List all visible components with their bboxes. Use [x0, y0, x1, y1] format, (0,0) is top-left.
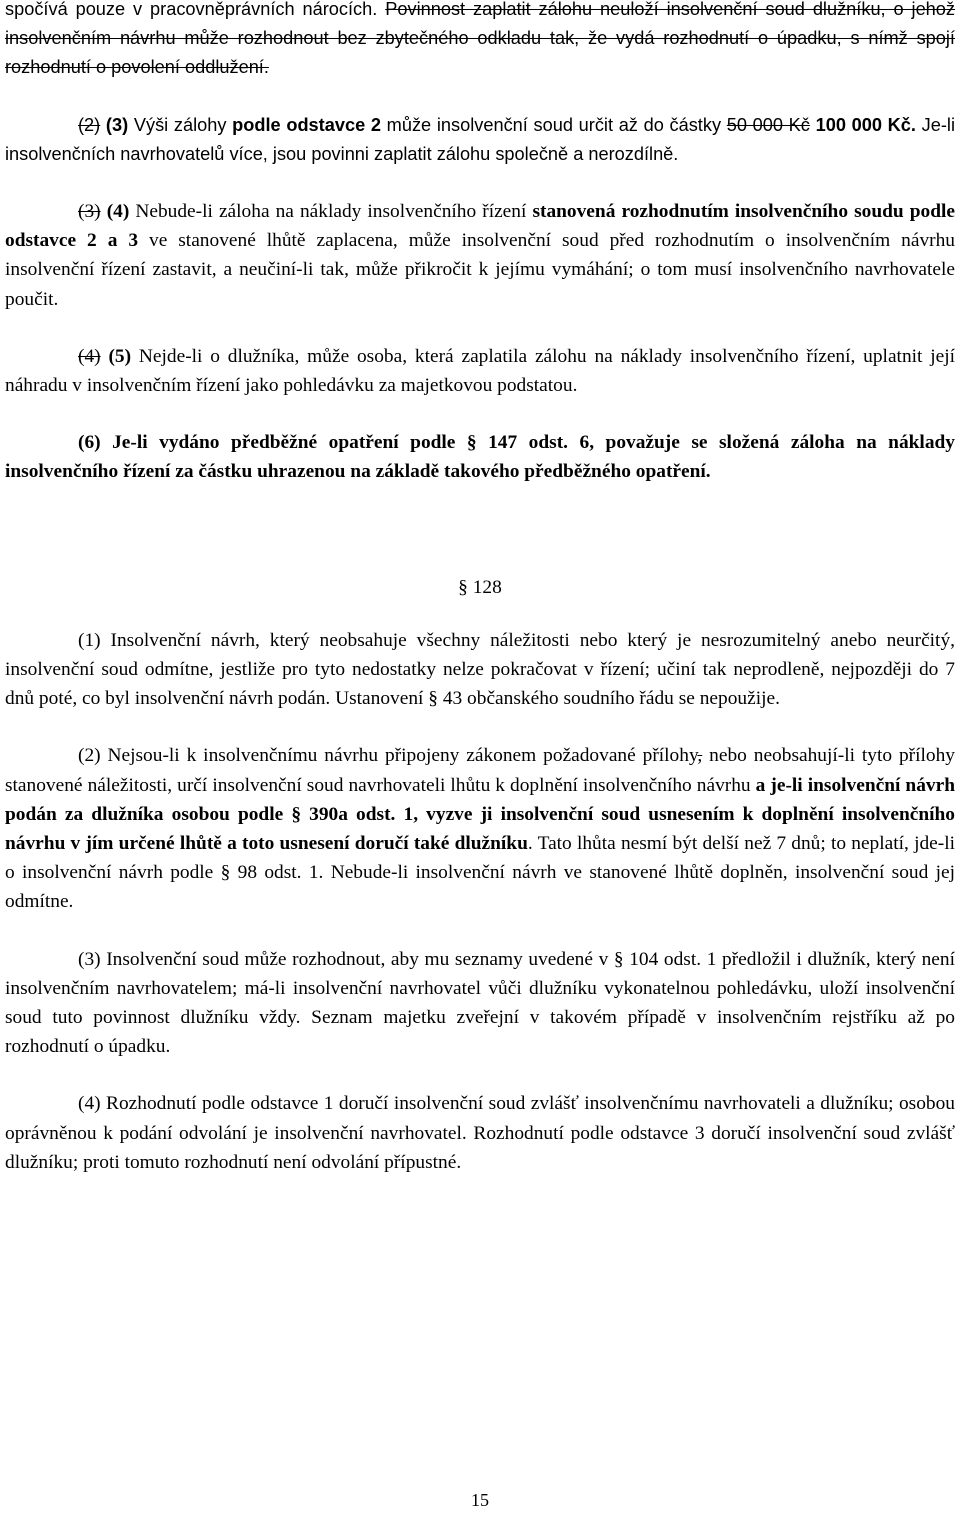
inserted-paragraph: (6) Je-li vydáno předběžné opatření podle § 147 odst. 6, považuje se složená záloha na náklady insolvenčního řízení za částku uhrazenou na základě takového předběžného opatření. — [5, 432, 955, 483]
paragraph-intro — [5, 0, 955, 83]
paragraph-4 — [5, 197, 955, 314]
inserted-text: podle odstavce 2 — [232, 114, 381, 135]
paragraph-number: (5) — [108, 345, 132, 367]
paragraph-text: . Tato lhůta nesmí být delší než 7 dnů; to neplatí, jde-li o insolvenční návrh podle § 98 odst. 1. Nebude-li insolvenční návrh ve stanovené lhůtě doplněn, insolvenční soud jej odmítne. — [5, 833, 955, 913]
section-heading — [5, 573, 955, 602]
paragraph-number: (3) — [105, 114, 129, 135]
section-number: § 128 — [458, 576, 502, 598]
paragraph-text: (2) Nejsou-li k insolvenčnímu návrhu připojeny zákonem požadované přílohy — [78, 745, 698, 767]
deleted-number: (3) — [78, 201, 101, 223]
paragraph-text: (3) Insolvenční soud může rozhodnout, aby mu seznamy uvedené v § 104 odst. 1 předložil i dlužník, který není insolvenčním navrhovatelem; má-li insolvenční navrhovatel vůči dlužníku vykonatelnou pohledávku, uloží insolvenční soud tuto povinnost dlužníku vždy. Seznam majetku zveřejní v takovém případě v insolvenčním rejstříku až po rozhodnutí o úpadku. — [5, 948, 955, 1058]
inserted-amount: 100 000 Kč. — [815, 114, 916, 135]
deleted-amount: 50 000 Kč — [726, 114, 810, 135]
inserted-text: stanovená rozhodnutím insolvenčního soudu podle odstavce 2 a 3 — [5, 201, 955, 252]
deleted-number: (4) — [78, 345, 101, 367]
paragraph-text: Nejde-li o dlužníka, může osoba, která zaplatila zálohu na náklady insolvenčního řízení, uplatnit její náhradu v insolvenčním řízení jako pohledávku za majetkovou podstatou. — [5, 345, 955, 397]
paragraph-text: (4) Rozhodnutí podle odstavce 1 doručí insolvenční soud zvlášť insolvenčnímu navrhovateli a dlužníku; osobou oprávněnou k podání odvolání je insolvenční navrhovatel. Rozhodnutí podle odstavce 3 doručí insolvenční soud zvlášť dlužníku; proti tomuto rozhodnutí není odvolání přípustné. — [5, 1093, 955, 1173]
section-paragraph-4 — [5, 1089, 955, 1177]
deleted-number: (2) — [78, 114, 101, 135]
paragraph-text: Je-li insolvenčních navrhovatelů více, jsou povinni zaplatit zálohu společně a nerozdílně. — [5, 114, 956, 164]
paragraph-6 — [5, 428, 955, 486]
paragraph-text: Výši zálohy — [128, 114, 233, 135]
intro-text: spočívá pouze v pracovněprávních nárocích. — [5, 0, 386, 19]
deleted-text: Povinnost zaplatit zálohu neuloží insolvenční soud dlužníku, o jehož insolvenčním návrhu může rozhodnout bez zbytečného odkladu tak, že vydá rozhodnutí o úpadku, s nímž spojí rozhodnutí o povolení oddlužení. — [5, 0, 956, 78]
section-paragraph-2 — [5, 741, 955, 916]
paragraph-number: (4) — [106, 201, 130, 223]
paragraph-text: může insolvenční soud určit až do částky — [381, 114, 727, 135]
paragraph-5 — [5, 342, 955, 400]
paragraph-text: ve stanovené lhůtě zaplacena, může insolvenční soud před rozhodnutím o insolvenčním návrhu insolvenční řízení zastavit, a neučiní-li tak, může přikročit k jejímu vymáhání; o tom musí insolvenčního navrhovatele poučit. — [5, 230, 955, 310]
deleted-comma: , — [697, 745, 703, 767]
paragraph-text: (1) Insolvenční návrh, který neobsahuje všechny náležitosti nebo který je nesrozumitelný anebo neurčitý, insolvenční soud odmítne, jestliže pro tyto nedostatky nelze pokračovat v řízení; učiní tak neprodleně, nejpozději do 7 dnů poté, co byl insolvenční návrh podán. Ustanovení § 43 občanského soudního řádu se nepoužije. — [5, 629, 955, 710]
paragraph-3 — [5, 111, 955, 169]
inserted-text: a je-li insolvenční návrh podán za dlužníka osobou podle § 390a odst. 1, vyzve ji insolvenční soud usnesením k doplnění insolvenčního návrhu v jím určené lhůtě a toto usnesení doručí také dlužníku — [5, 774, 955, 855]
paragraph-text: Nebude-li záloha na náklady insolvenčního řízení — [129, 201, 533, 223]
page-number: 15 — [471, 1490, 489, 1510]
section-paragraph-3 — [5, 945, 955, 1062]
document-page — [5, 0, 955, 1177]
paragraph-text: nebo neobsahují-li tyto přílohy stanovené náležitosti, určí insolvenční soud navrhovateli lhůtu k doplnění insolvenčního návrhu — [5, 745, 955, 796]
section-paragraph-1 — [5, 626, 955, 714]
